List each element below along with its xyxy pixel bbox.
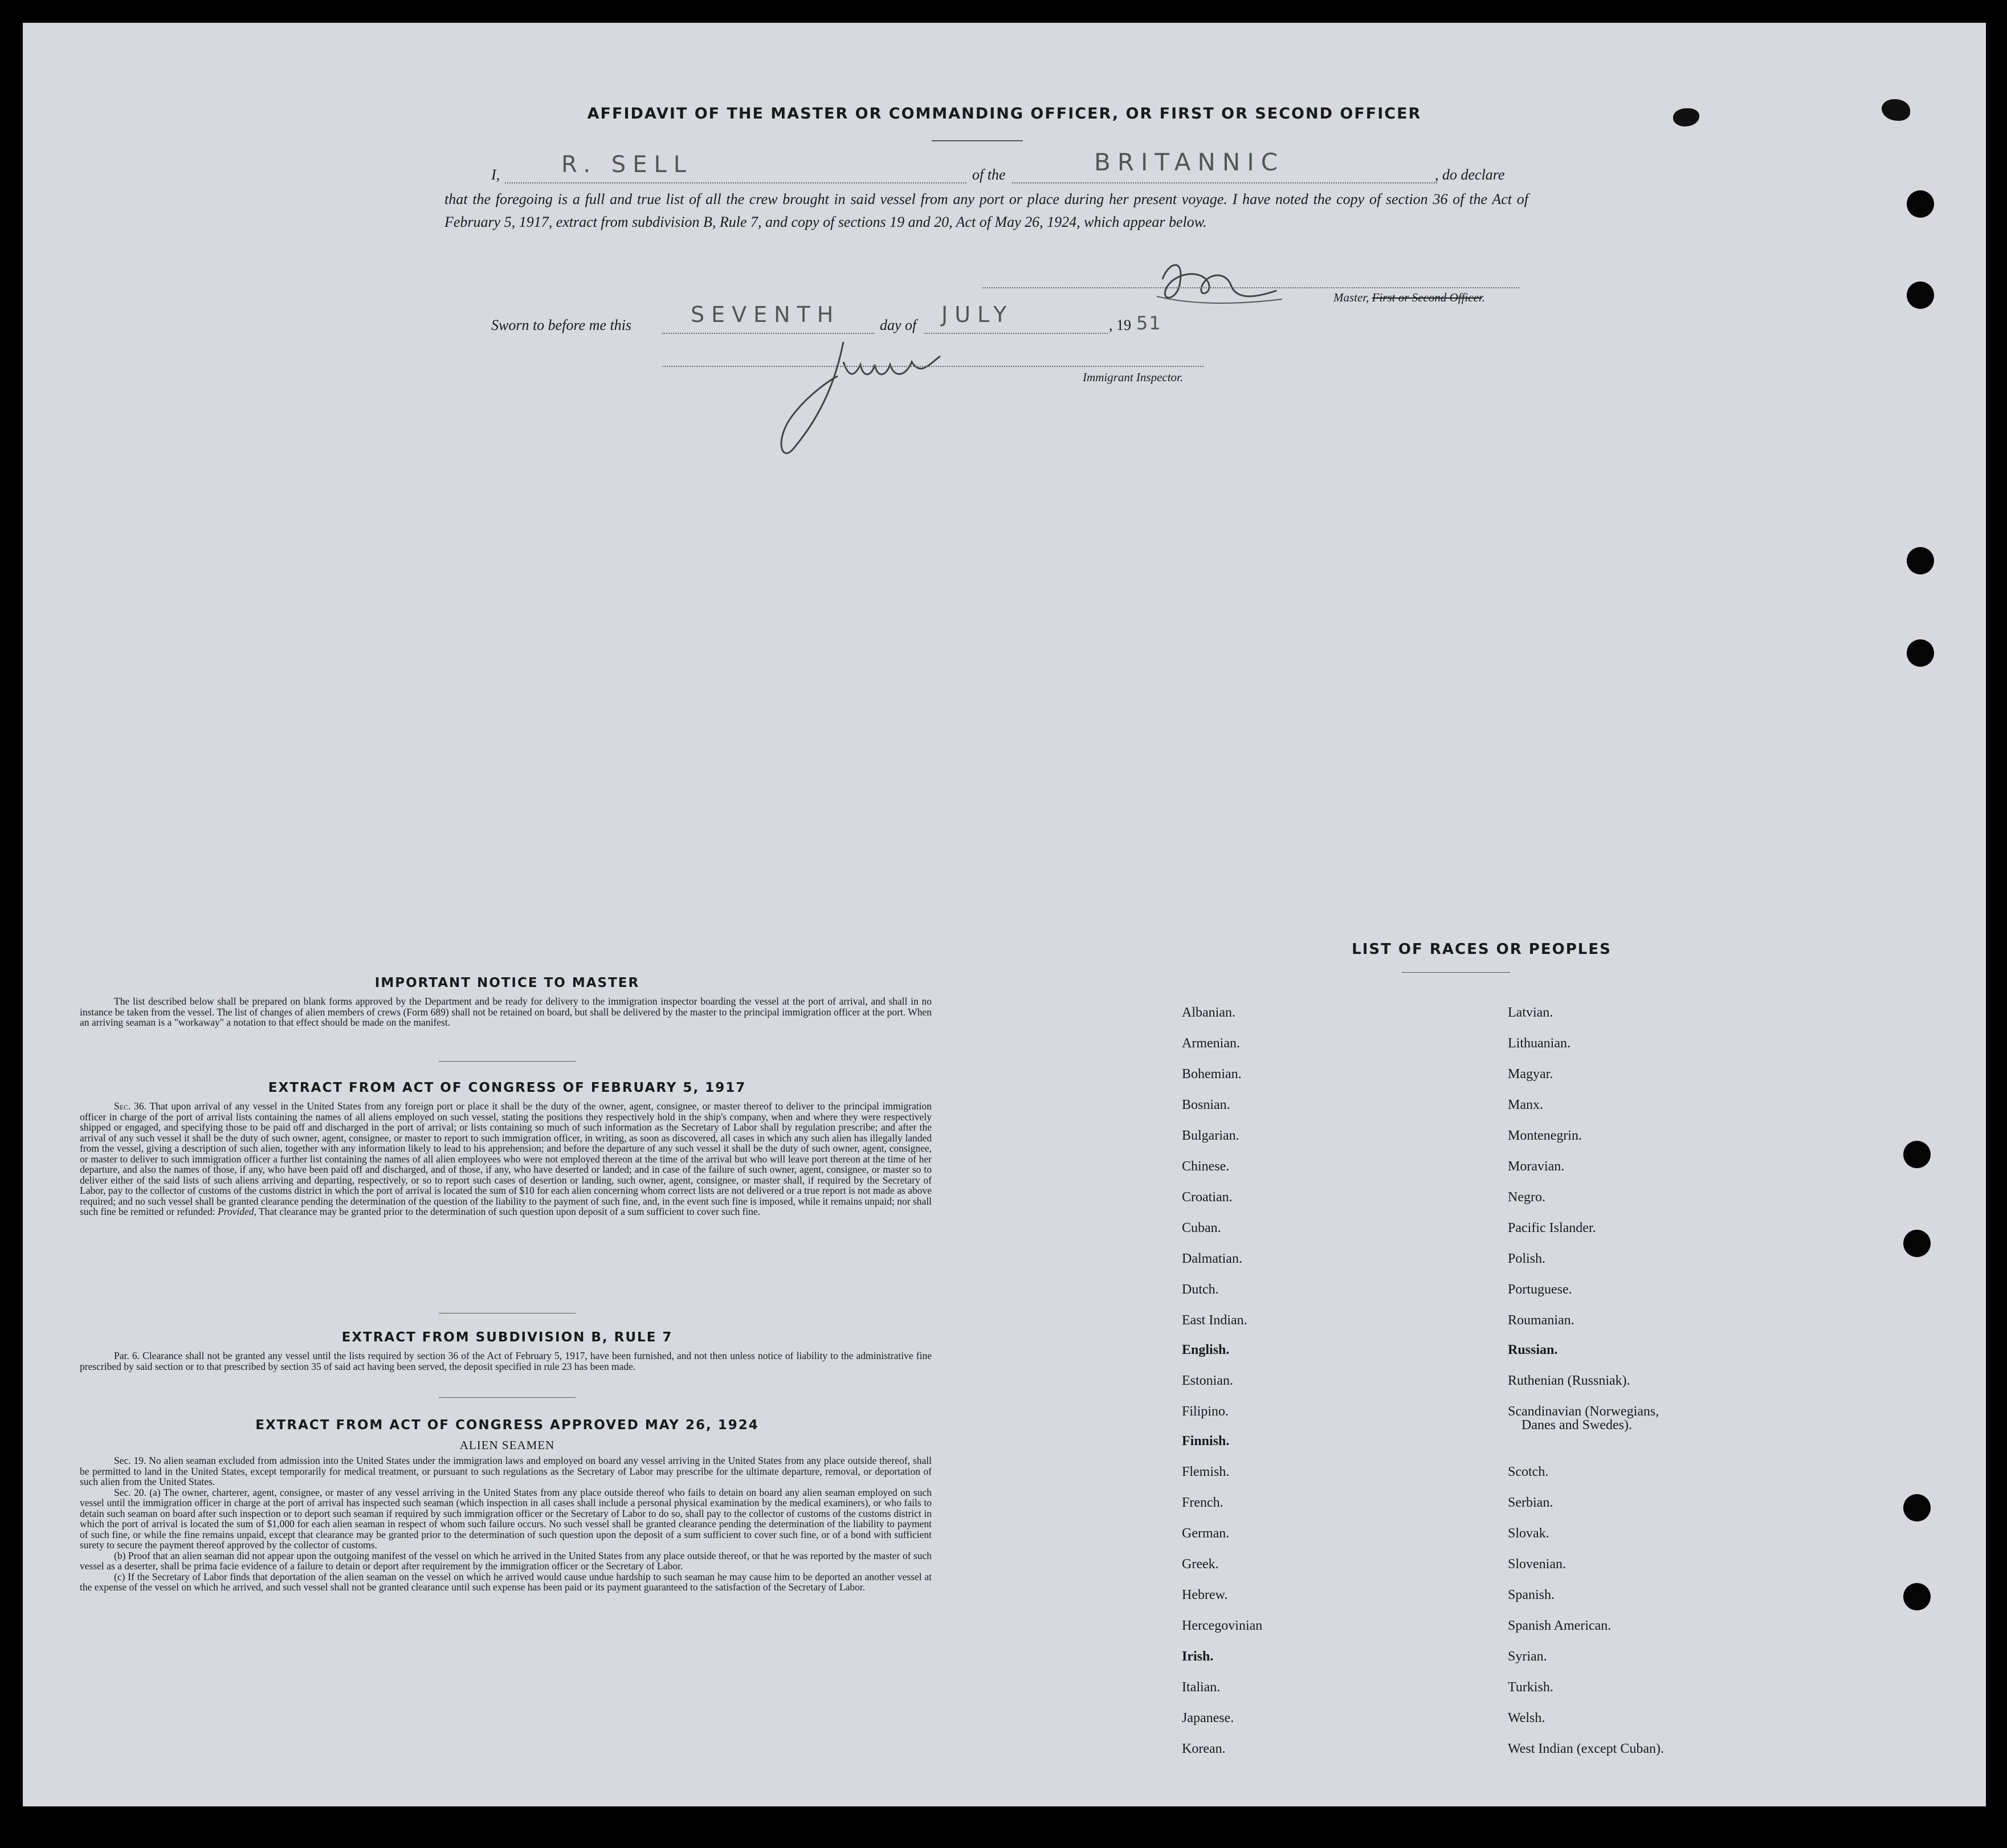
race-item: Danes and Swedes). xyxy=(1521,1418,1632,1433)
race-item: Spanish American. xyxy=(1508,1618,1612,1633)
master-signature xyxy=(1145,251,1299,313)
race-item: Irish. xyxy=(1182,1649,1214,1664)
rule7-rule xyxy=(439,1397,576,1398)
sworn-day-handwritten: SEVENTH xyxy=(691,302,841,327)
master-label xyxy=(1333,291,1485,305)
race-item: Negro. xyxy=(1508,1190,1545,1205)
race-item: Serbian. xyxy=(1508,1495,1553,1510)
punch-hole xyxy=(1907,547,1934,574)
race-item: Flemish. xyxy=(1182,1464,1230,1479)
sec19-text: Sec. 19. No alien seaman excluded from admission into the United States under the immigration laws and employed on board any vessel arriving in the United States from any place outside thereof, shall be permitted to land in the United States, except temporarily for medical treatment, or pursuant to such regulations as the Secretary of Labor may prescribe for the ultimate departure, removal, or deportation of such alien from the United States. xyxy=(80,1455,932,1487)
extract-1917-proviso: Provided, xyxy=(218,1206,256,1217)
master-label-suffix: . xyxy=(1482,291,1485,304)
extract-1917-text xyxy=(80,1101,932,1217)
extract-1917-body: That upon arrival of any vessel in the United States from any foreign port or place it shall be the duty of the owner, agent, consignee, or master thereof to deliver to the principal immigration officer in charge of the port of arrival lists containing the names of all aliens employed on such vessel, stating the positions they respectively hold in the ship's company, when and where they were respectively shipped or engaged, and specifying those to be paid off and discharged in the port of arrival; or lists containing so much of such information as the Secretary of Labor shall by regulation prescribe; and after the arrival of any such vessel it shall be the duty of such owner, agent, consignee, or master to report to such immigration officer, in writing, as soon as discovered, all cases in which any such alien has illegally landed from the vessel, giving a description of such alien, together with any information likely to lead to his apprehension; and before the departure of any such vessel it shall be the duty of such owner, agent, consignee, or master to deliver to such immigration officer a further list containing the names of all alien employees who were not employed thereon at the time of the arrival but who will leave port thereon at the time of her departure, and also the names of those, if any, who have been paid off and discharged, and of those, if any, who have deserted or landed; and in case of the failure of such owner, agent, consignee, or master so to deliver either of the said lists of such aliens arriving and departing, respectively, or so to report such cases of desertion or landing, such owner, agent, consignee, or master shall, if required by the Secretary of Labor, pay to the collector of customs of the customs district in which the port of arrival is located the sum of $10 for each alien concerning whom correct lists are not delivered or a true report is not made as above required; and no such vessel shall be granted clearance pending the determination of the question of the liability to the payment of such fine, and, in the event such fine is imposed, while it remains unpaid; nor shall such fine be remitted or refunded: xyxy=(80,1100,932,1217)
punch-hole xyxy=(1903,1230,1931,1257)
race-item: German. xyxy=(1182,1526,1230,1541)
race-item: Japanese. xyxy=(1182,1711,1234,1725)
do-declare-label: , do declare xyxy=(1435,166,1505,183)
inspector-label: Immigrant Inspector. xyxy=(1083,370,1184,384)
race-item: Korean. xyxy=(1182,1741,1226,1756)
year-handwritten: 51 xyxy=(1136,312,1162,334)
title-rule xyxy=(932,140,1023,141)
affidavit-title: AFFIDAVIT OF THE MASTER OR COMMANDING OFFICER, OR FIRST OR SECOND OFFICER xyxy=(587,105,1422,123)
race-item: Pacific Islander. xyxy=(1508,1221,1596,1235)
races-title: LIST OF RACES OR PEOPLES xyxy=(1352,941,1612,958)
notice-text: The list described below shall be prepared on blank forms approved by the Department and be ready for delivery to the immigration inspector boarding the vessel at the port of arrival, and shall in no instance be taken from the vessel. The list of changes of alien members of crews (Form 689) shall not be retained on board, but shall be delivered by the master to the principal immigration officer at the port. When an arriving seaman is a "workaway" a notation to that effect should be made on the manifest. xyxy=(80,996,932,1028)
race-item: Hercegovinian xyxy=(1182,1618,1263,1633)
inspector-signature-line xyxy=(662,365,1204,367)
day-of-label: day of xyxy=(880,317,917,333)
extract-1917-title: EXTRACT FROM ACT OF CONGRESS OF FEBRUARY 5, 1917 xyxy=(268,1080,746,1095)
notice-rule xyxy=(439,1061,576,1062)
punch-hole xyxy=(1903,1494,1931,1521)
race-item: Slovenian. xyxy=(1508,1557,1566,1572)
race-item: Spanish. xyxy=(1508,1588,1555,1602)
race-item: West Indian (except Cuban). xyxy=(1508,1741,1664,1756)
race-item: Scandinavian (Norwegians, xyxy=(1508,1404,1659,1419)
race-item: Cuban. xyxy=(1182,1221,1221,1235)
race-item: Russian. xyxy=(1508,1343,1558,1357)
extract-1924-title: EXTRACT FROM ACT OF CONGRESS APPROVED MAY 26, 1924 xyxy=(255,1418,759,1433)
inspector-signature xyxy=(758,325,986,462)
race-item: Magyar. xyxy=(1508,1067,1553,1082)
vessel-name-handwritten: BRITANNIC xyxy=(1094,148,1285,176)
race-item: Polish. xyxy=(1508,1251,1546,1266)
document-page xyxy=(23,23,1986,1806)
extract-1924-body xyxy=(80,1455,932,1593)
month-handwritten: JULY xyxy=(941,302,1014,327)
master-label-struck: First or Second Officer xyxy=(1372,291,1482,304)
race-item: French. xyxy=(1182,1495,1223,1510)
races-rule xyxy=(1402,972,1510,973)
rule7-title: EXTRACT FROM SUBDIVISION B, RULE 7 xyxy=(341,1330,673,1345)
master-signature-line xyxy=(982,286,1519,288)
ink-blot xyxy=(1673,108,1699,127)
race-item: Estonian. xyxy=(1182,1373,1233,1388)
punch-hole xyxy=(1903,1583,1931,1610)
year-prefix: , 19 xyxy=(1109,317,1131,333)
i-label: I, xyxy=(491,166,500,183)
race-item: Chinese. xyxy=(1182,1159,1230,1174)
race-item: Montenegrin. xyxy=(1508,1128,1582,1143)
race-item: Armenian. xyxy=(1182,1036,1240,1051)
race-item: Slovak. xyxy=(1508,1526,1549,1541)
race-item: Italian. xyxy=(1182,1680,1221,1695)
race-item: Bosnian. xyxy=(1182,1098,1230,1112)
race-item: Hebrew. xyxy=(1182,1588,1228,1602)
race-item: Finnish. xyxy=(1182,1434,1230,1449)
race-item: Turkish. xyxy=(1508,1680,1553,1695)
race-item: Portuguese. xyxy=(1508,1282,1572,1297)
of-the-label: of the xyxy=(972,166,1006,183)
sec20c-text: (c) If the Secretary of Labor finds that deportation of the alien seaman on the vessel on which he arrived would cause undue hardship to such seaman he may cause him to be deported an another vessel at the expense of the vessel on which he arrived, and such vessel shall not be granted clearance until such expense has been paid or its payment guaranteed to the satisfaction of the Secretary of Labor. xyxy=(80,1570,932,1593)
race-item: East Indian. xyxy=(1182,1313,1247,1328)
extract-1917-sec: Sec. 36. xyxy=(114,1100,147,1112)
race-item: Albanian. xyxy=(1182,1005,1235,1020)
punch-hole xyxy=(1907,639,1934,667)
master-label-prefix: Master, xyxy=(1333,291,1372,304)
race-item: Moravian. xyxy=(1508,1159,1565,1174)
race-item: Filipino. xyxy=(1182,1404,1229,1419)
punch-hole xyxy=(1907,190,1934,218)
race-item: Welsh. xyxy=(1508,1711,1545,1725)
race-item: Roumanian. xyxy=(1508,1313,1574,1328)
race-item: Bulgarian. xyxy=(1182,1128,1239,1143)
punch-hole xyxy=(1903,1141,1931,1168)
race-item: Bohemian. xyxy=(1182,1067,1242,1082)
race-item: Scotch. xyxy=(1508,1464,1549,1479)
race-item: Lithuanian. xyxy=(1508,1036,1570,1051)
rule7-text: Par. 6. Clearance shall not be granted any vessel until the lists required by section 36 of the Act of February 5, 1917, have been furnished, and not then unless notice of liability to the administrative fine prescribed by said section or to that prescribed by section 35 of said act having been served, the deposit specified in rule 23 has been made. xyxy=(80,1350,932,1372)
extract-1924-subtitle: ALIEN SEAMEN xyxy=(459,1438,555,1452)
punch-hole xyxy=(1907,282,1934,309)
race-item: Croatian. xyxy=(1182,1190,1233,1205)
race-item: Dutch. xyxy=(1182,1282,1219,1297)
race-item: Latvian. xyxy=(1508,1005,1553,1020)
race-item: Ruthenian (Russniak). xyxy=(1508,1373,1630,1388)
extract-1917-proviso-text: That clearance may be granted prior to the determination of such question upon deposit of a sum sufficient to cover such fine. xyxy=(258,1206,761,1217)
sec20a-text: Sec. 20. (a) The owner, charterer, agent, consignee, or master of any vessel arriving in the United States from any place outside thereof who fails to detain on board any alien seaman employed on such vessel until the immigration officer in charge at the port of arrival has inspected such seaman (which inspection in all cases shall include a personal physical examination by the medical examiners), or who fails to detain such seaman on board after such inspection or to deport such seaman if required by such immigration officer or the Secretary of Labor to do so, shall pay to the collector of customs of the customs district in which the port of arrival is located the sum of $1,000 for each alien seaman in respect of whom such failure occurs. No such vessel shall be granted clearance pending the determination of the liability to payment of such fine, or while the fine remains unpaid, except that clearance may be granted prior to the determination of such question upon the deposit of a sum sufficient to cover such fine, or of a bond with sufficient surety to secure the payment thereof approved by the collector of customs. xyxy=(80,1486,932,1551)
race-item: Manx. xyxy=(1508,1098,1543,1112)
race-item: Greek. xyxy=(1182,1557,1219,1572)
sec20b-text: (b) Proof that an alien seaman did not appear upon the outgoing manifest of the vessel on which he arrived in the United States from any place outside thereof, or that he was reported by the master of such vessel as a deserter, shall be prima facie evidence of a failure to detain or deport after requirement by the immigration officer or the Secretary of Labor. xyxy=(80,1549,932,1572)
sworn-label: Sworn to before me this xyxy=(491,317,632,333)
race-item: Syrian. xyxy=(1508,1649,1547,1664)
affidavit-body: that the foregoing is a full and true list of all the crew brought in said vessel from any port or place during her present voyage. I have noted the copy of section 36 of the Act of February 5, 1917, extract from subdivision B, Rule 7, and copy of sections 19 and 20, Act of May 26, 1924, which appear below. xyxy=(444,191,1528,230)
notice-title: IMPORTANT NOTICE TO MASTER xyxy=(374,976,640,990)
race-item: Dalmatian. xyxy=(1182,1251,1242,1266)
race-item: English. xyxy=(1182,1343,1230,1357)
master-name-handwritten: R. SELL xyxy=(561,152,694,178)
